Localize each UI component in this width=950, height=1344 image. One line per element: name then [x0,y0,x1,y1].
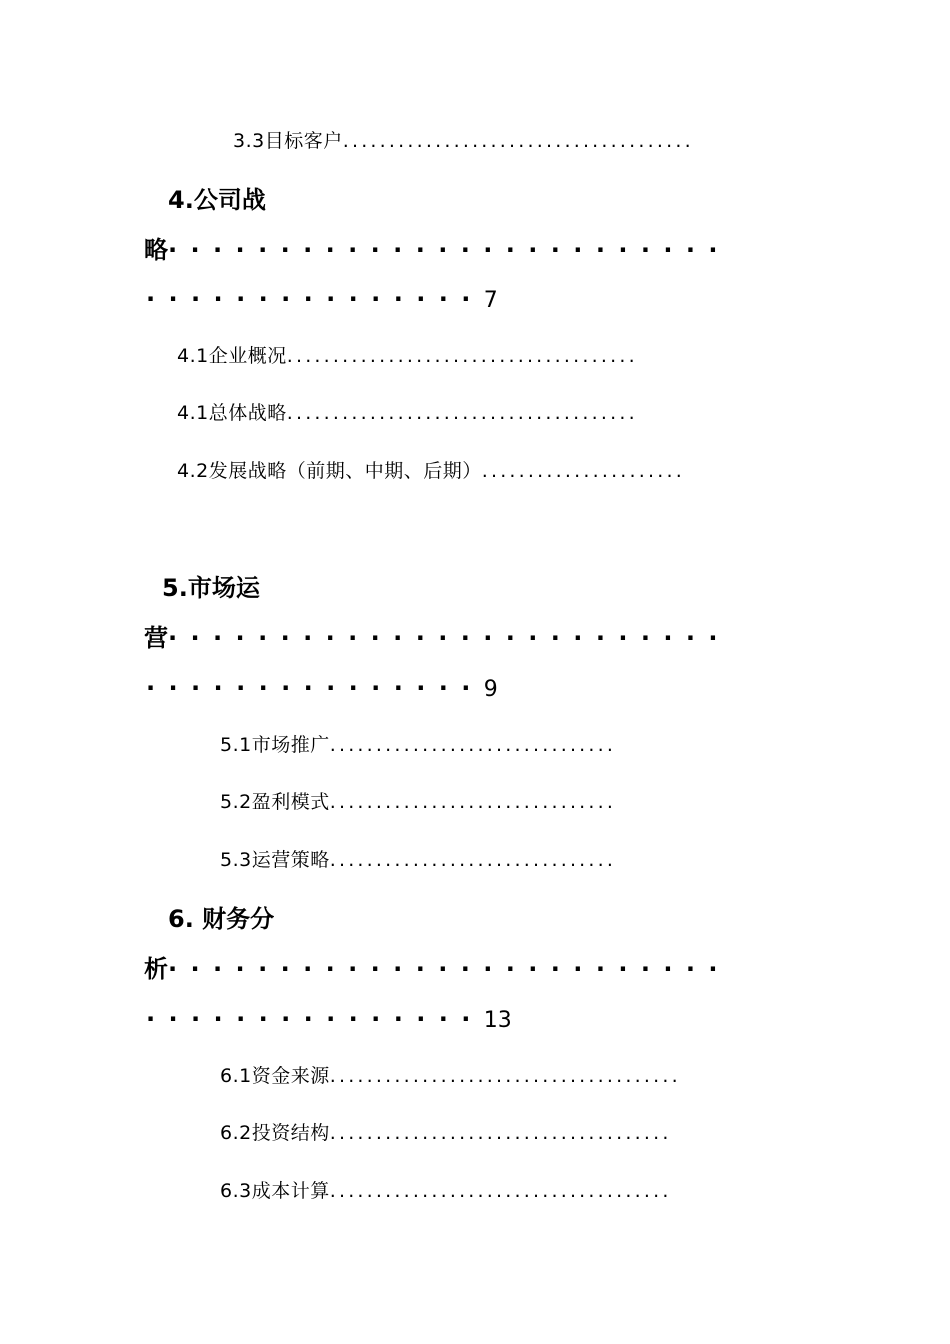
leader-dots: ··············· [146,1005,484,1033]
page-number: 9 [483,677,498,702]
section-4-leader [146,287,498,312]
section-5-title: 5.市场运 [162,574,260,602]
section-title-cont-char: 析 [144,955,168,983]
section-6-title: 6. 财务分 [168,905,275,933]
toc-entry-label: 4.1企业概况 [177,345,287,367]
toc-entry-3-3 [233,132,694,151]
section-5-leader [146,676,498,701]
leader-dots: ...................................... [329,1065,681,1087]
leader-dots: ························· [168,624,731,652]
toc-entry-4-1-strategy [177,404,638,423]
toc-entry-4-1-overview [177,347,638,366]
leader-dots: ··············· [146,674,484,702]
toc-entry-label: 3.3目标客户 [233,130,343,152]
toc-entry-label: 5.3运营策略 [220,849,330,871]
toc-entry-5-1 [220,736,616,755]
toc-entry-label: 5.2盈利模式 [220,791,330,813]
page-number: 13 [483,1008,512,1033]
toc-entry-6-3 [220,1182,672,1201]
toc-entry-5-3 [220,851,616,870]
toc-entry-label: 6.3成本计算 [220,1180,330,1202]
section-6-title-cont [144,957,731,981]
toc-entry-label: 6.1资金来源 [220,1065,330,1087]
toc-entry-label: 4.2发展战略（前期、中期、后期） [177,460,482,482]
leader-dots: ...................................... [286,345,638,367]
page-number: 7 [483,288,498,313]
leader-dots: ...................................... [286,402,638,424]
leader-dots: ..................................... [329,1180,672,1202]
leader-dots: ............................... [329,849,617,871]
leader-dots: ··············· [146,285,484,313]
section-5-title-cont [144,626,731,650]
section-title-cont-char: 略 [144,236,168,264]
leader-dots: ························· [168,955,731,983]
leader-dots: ...................................... [342,130,694,152]
toc-entry-label: 6.2投资结构 [220,1122,330,1144]
section-title-cont-char: 营 [144,624,168,652]
leader-dots: ························· [168,236,731,264]
section-4-title: 4.公司战 [168,186,266,214]
toc-entry-label: 5.1市场推广 [220,734,330,756]
toc-entry-label: 4.1总体战略 [177,402,287,424]
section-4-title-cont [144,238,731,262]
leader-dots: ..................................... [329,1122,672,1144]
leader-dots: ............................... [329,791,617,813]
toc-entry-4-2 [177,462,685,481]
leader-dots: ...................... [481,460,685,482]
leader-dots: ............................... [329,734,617,756]
section-6-leader [146,1007,512,1032]
toc-entry-5-2 [220,793,616,812]
toc-entry-6-2 [220,1124,672,1143]
toc-entry-6-1 [220,1067,681,1086]
